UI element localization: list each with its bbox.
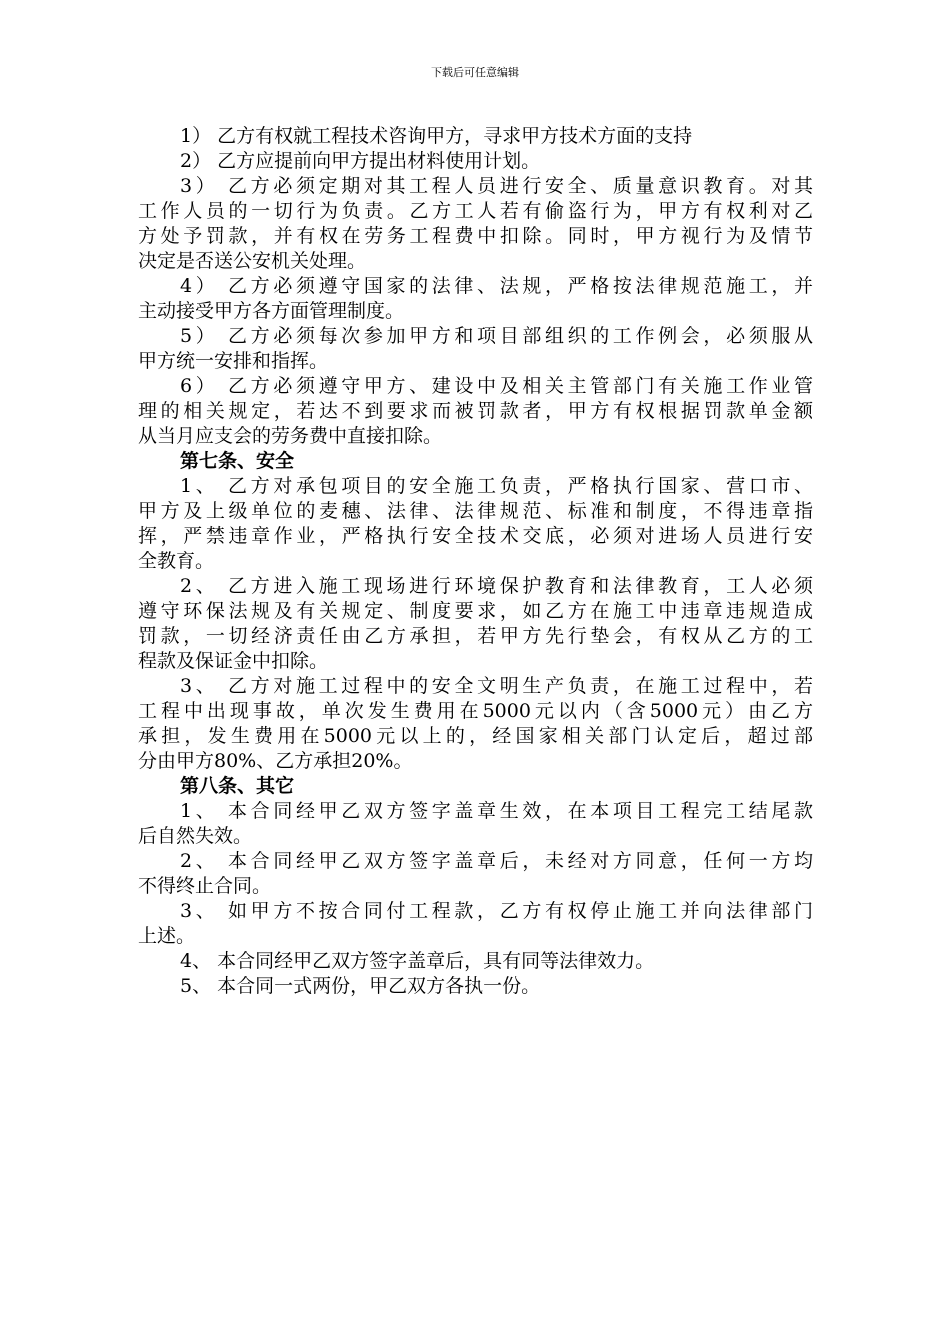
text-line: 甲方统一安排和指挥。 [138, 350, 329, 372]
text-line: 后自然失效。 [138, 825, 253, 847]
text-line: 分由甲方80%、乙方承担20%。 [138, 750, 413, 772]
text-line: 3、 如甲方不按合同付工程款，乙方有权停止施工并向法律部门 [180, 900, 813, 922]
text-line: 不得终止合同。 [138, 875, 272, 897]
text-line: 1、 乙方对承包项目的安全施工负责，严格执行国家、营口市、 [180, 475, 813, 497]
text-line: 主动接受甲方各方面管理制度。 [138, 300, 405, 322]
text-line: 罚款，一切经济责任由乙方承担，若甲方先行垫会，有权从乙方的工 [138, 625, 813, 647]
text-line: 方处予罚款，并有权在劳务工程费中扣除。同时，甲方视行为及情节 [138, 225, 813, 247]
text-line: 甲方及上级单位的麦穗、法律、法律规范、标准和制度，不得违章指 [138, 500, 813, 522]
text-line: 上述。 [138, 925, 196, 947]
text-line: 2、 本合同经甲乙双方签字盖章后，未经对方同意，任何一方均 [180, 850, 813, 872]
text-line: 程款及保证金中扣除。 [138, 650, 329, 672]
text-line: 挥，严禁违章作业，严格执行安全技术交底，必须对进场人员进行安 [138, 525, 813, 547]
section-heading: 第七条、安全 [180, 450, 295, 472]
document-body [138, 124, 813, 999]
text-line: 3） 乙方必须定期对其工程人员进行安全、质量意识教育。对其 [180, 175, 813, 197]
text-line: 1、 本合同经甲乙双方签字盖章生效，在本项目工程完工结尾款 [180, 800, 813, 822]
text-line: 5） 乙方必须每次参加甲方和项目部组织的工作例会，必须服从 [180, 325, 813, 347]
text-line: 5、 本合同一式两份，甲乙双方各执一份。 [180, 975, 541, 997]
text-line: 从当月应支会的劳务费中直接扣除。 [138, 425, 443, 447]
page-header: 下载后可任意编辑 [431, 66, 519, 79]
text-line: 决定是否送公安机关处理。 [138, 250, 367, 272]
text-line: 2、 乙方进入施工现场进行环境保护教育和法律教育，工人必须 [180, 575, 813, 597]
text-line: 4、 本合同经甲乙双方签字盖章后，具有同等法律效力。 [180, 950, 655, 972]
text-line: 4） 乙方必须遵守国家的法律、法规，严格按法律规范施工，并 [180, 275, 813, 297]
text-line: 3、 乙方对施工过程中的安全文明生产负责，在施工过程中，若 [180, 675, 813, 697]
text-line: 理的相关规定，若达不到要求而被罚款者，甲方有权根据罚款单金额 [138, 400, 813, 422]
text-line: 全教育。 [138, 550, 215, 572]
text-line: 工程中出现事故，单次发生费用在5000元以内（含5000元）由乙方 [138, 700, 813, 722]
text-line: 1） 乙方有权就工程技术咨询甲方，寻求甲方技术方面的支持 [180, 125, 693, 147]
text-line: 6） 乙方必须遵守甲方、建设中及相关主管部门有关施工作业管 [180, 375, 813, 397]
text-line: 遵守环保法规及有关规定、制度要求，如乙方在施工中违章违规造成 [138, 600, 813, 622]
text-line: 承担，发生费用在5000元以上的，经国家相关部门认定后，超过部 [138, 725, 813, 747]
text-line: 2） 乙方应提前向甲方提出材料使用计划。 [180, 150, 541, 172]
text-line: 工作人员的一切行为负责。乙方工人若有偷盗行为，甲方有权利对乙 [138, 200, 813, 222]
section-heading: 第八条、其它 [180, 775, 295, 797]
